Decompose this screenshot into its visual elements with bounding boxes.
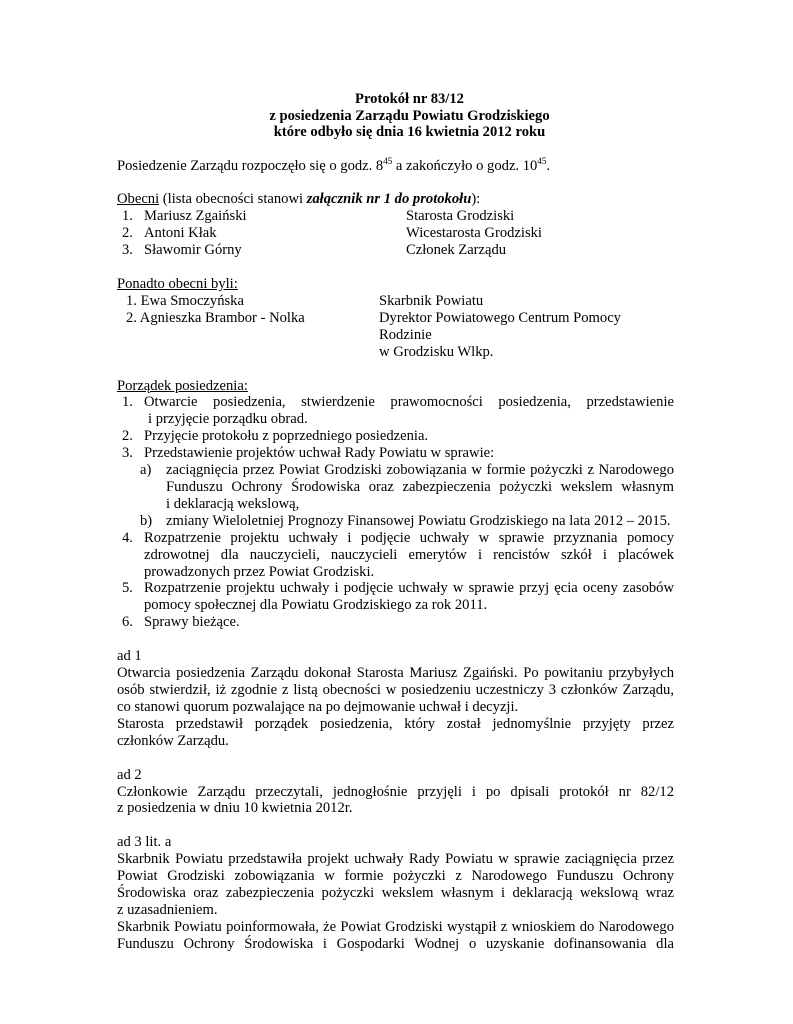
guest-name: Ewa Smoczyńska [140,292,244,309]
agenda-item-3b: b) zmiany Wieloletniej Prognozy Finansowej Powiatu Grodziskiego na lata 2012 – 2015. [140,512,671,529]
section-ad-1: ad 1 Otwarcia posiedzenia Zarządu dokonał Starosta Mariusz Zgaiński. Po powitaniu przybyłych osób stwierdził, iż zgodnie z listą obecności w posiedzeniu uczestniczy 3 członków Zarządu, co stanowi quorum pozwalające na po dejmowanie uchwał i decyzji. Starosta przedstawił porządek posiedzenia, który został jednomyślnie przyjęty przez członków Zarządu. [117,648,674,749]
title-line-2: z posiedzenia Zarządu Powiatu Grodziskiego [269,107,550,124]
agenda-item-3a: a) zaciągnięcia przez Powiat Grodziski zobowiązania w formie pożyczki z Narodowego Funduszu Ochrony Środowiska oraz zabezpieczenia pożyczki wekslem własnym i deklaracją wekslową, [140,462,674,512]
member-row: 1. Mariusz Zgaiński Starosta Grodziski [117,208,674,225]
section-heading: ad 1 [117,648,142,665]
member-name: Antoni Kłak [144,225,217,242]
agenda-item-2: 2. Przyjęcie protokołu z poprzedniego posiedzenia. [122,428,429,445]
document-page [117,91,674,953]
guest-name: Agnieszka Brambor - Nolka [139,309,305,326]
guest-role: Skarbnik Powiatu [379,292,484,309]
also-present-heading: Ponadto obecni byli: [117,276,238,293]
agenda-heading: Porządek posiedzenia: [117,377,248,394]
member-role: Członek Zarządu [406,242,507,259]
also-present-list [117,293,674,361]
section-heading: ad 3 lit. a [117,834,172,851]
guest-row: 2. Agnieszka Brambor - Nolka Dyrektor Powiatowego Centrum Pomocy Rodzinie w Grodzisku Wlkp. [117,310,674,361]
guest-role: Dyrektor Powiatowego Centrum Pomocy Rodzinie w Grodzisku Wlkp. [379,309,621,360]
agenda-item-1: 1. Otwarcie posiedzenia, stwierdzenie prawomocności posiedzenia, przedstawienie i przyjęcie porządku obrad. [122,394,674,428]
guest-row: 1. Ewa Smoczyńska Skarbnik Powiatu [117,293,674,310]
end-minutes: 45 [537,155,547,166]
section-ad-2: ad 2 Członkowie Zarządu przeczytali, jednogłośnie przyjęli i po dpisali protokół nr 82/12 z posiedzenia w dniu 10 kwietnia 2012r. [117,766,674,817]
member-name: Mariusz Zgaiński [144,208,247,225]
member-name: Sławomir Górny [144,242,242,259]
section-ad-3a: ad 3 lit. a Skarbnik Powiatu przedstawiła projekt uchwały Rady Powiatu w sprawie zaciągnięcia przez Powiat Grodziski zobowiązania w formie pożyczki z Narodowego Funduszu Ochrony Środowiska oraz zabezpieczenia pożyczki wekslem własnym i deklaracją wekslową wraz z uzasadnieniem. Skarbnik Powiatu poinformowała, że Powiat Grodziski wystąpił z wnioskiem do Narodowego Funduszu Ochrony Środowiska i Gospodarki Wodnej o uzyskanie dofinansowania dla [117,834,674,952]
member-row: 3. Sławomir Górny Członek Zarządu [117,242,674,259]
member-role: Wicestarosta Grodziski [406,225,542,242]
attachment-reference: załącznik nr 1 do protokołu [306,191,472,208]
agenda-item-6: 6. Sprawy bieżące. [122,614,240,631]
present-members-list [117,208,674,259]
member-row: 2. Antoni Kłak Wicestarosta Grodziski [117,225,674,242]
agenda-item-3: 3. Przedstawienie projektów uchwał Rady Powiatu w sprawie: [122,445,495,462]
agenda-item-4: 4. Rozpatrzenie projektu uchwały i podjęcie uchwały w sprawie przyznania pomocy zdrowotnej dla nauczycieli, nauczycieli emerytów i rencistów szkół i placówek prowadzonych przez Powiat Grodziski. [122,529,674,580]
title-line-3: które odbyło się dnia 16 kwietnia 2012 roku [273,124,546,140]
start-minutes: 45 [383,155,393,166]
present-heading: Obecni (lista obecności stanowi załącznik nr 1 do protokołu): [117,191,481,208]
protocol-title [117,91,674,141]
section-heading: ad 2 [117,766,142,783]
agenda-list [117,394,674,631]
session-times: Posiedzenie Zarządu rozpoczęło się o godz. $8^{45}$ a zakończyło o godz. $10^{45}$. [117,155,550,174]
member-role: Starosta Grodziski [406,208,515,225]
agenda-item-5: 5. Rozpatrzenie projektu uchwały i podjęcie uchwały w sprawie przyj ęcia oceny zasobów pomocy społecznej dla Powiatu Grodziskiego za rok 2011. [122,580,674,614]
title-line-1: Protokół nr 83/12 [355,91,464,107]
